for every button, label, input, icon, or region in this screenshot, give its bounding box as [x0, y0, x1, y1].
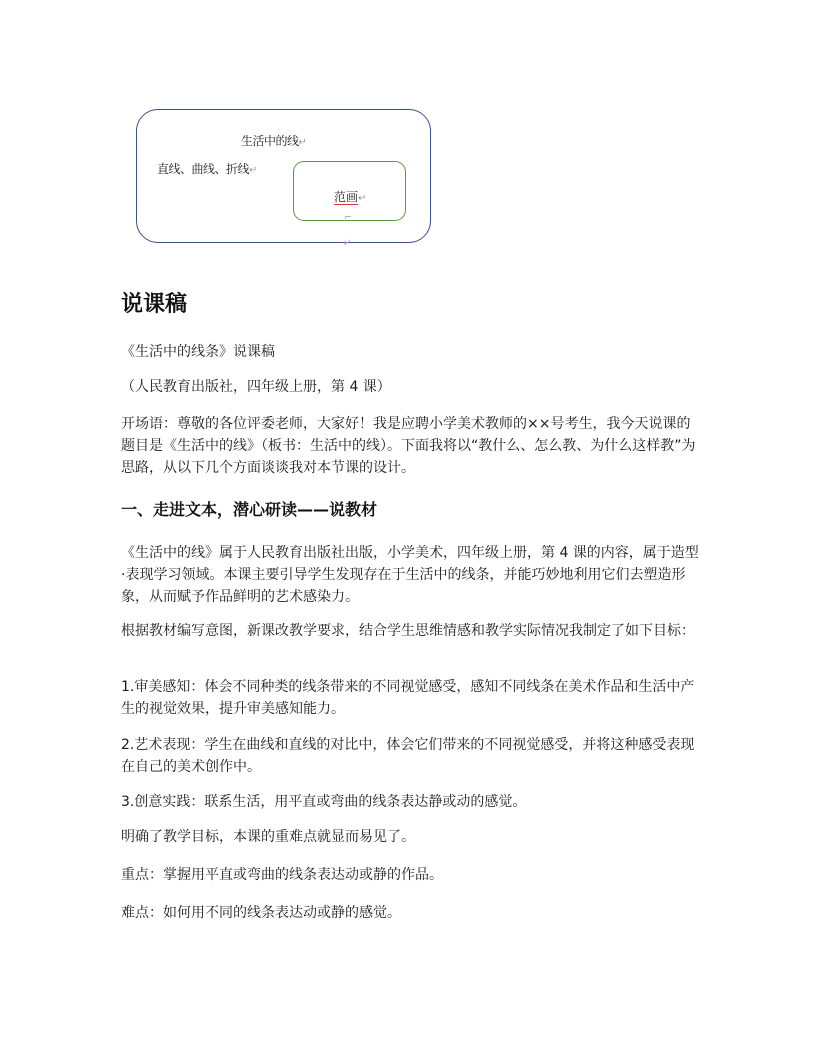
- section-heading: 一、走进文本，潜心研读——说教材: [121, 500, 378, 519]
- goals-intro-paragraph: 根据教材编写意图，新课改教学要求，结合学生思维情感和教学实际情况我制定了如下目标：: [121, 623, 695, 639]
- publisher-info: （人民教育出版社，四年级上册，第 4 课）: [121, 379, 391, 395]
- return-mark-icon: ↵: [249, 165, 257, 176]
- concept-diagram: [136, 109, 431, 243]
- diagram-lines-label: 直线、曲线、折线↵: [157, 162, 257, 176]
- example-drawing-label: 范画↵: [334, 190, 367, 204]
- goal-aesthetic: 1.审美感知：体会不同种类的线条带来的不同视觉感受，感知不同线条在美术作品和生活中产生的视觉效果，提升审美感知能力。: [121, 679, 695, 717]
- summary-paragraph: 明确了教学目标，本课的重难点就显而易见了。: [121, 829, 415, 845]
- goal-practice: 3.创意实践：联系生活，用平直或弯曲的线条表达静或动的感觉。: [121, 794, 527, 810]
- return-mark-icon: ↵: [358, 193, 367, 204]
- paragraph-mark-icon: ↵: [343, 238, 352, 249]
- textbook-paragraph: 《生活中的线》属于人民教育出版社出版，小学美术，四年级上册，第 4 课的内容，属于造型·表现学习领域。本课主要引导学生发现存在于生活中的线条，并能巧妙地利用它们去塑造形象，从而赋予作品鲜明的艺术感染力。: [121, 545, 699, 605]
- difficulty-point: 难点：如何用不同的线条表达动或静的感觉。: [121, 905, 401, 921]
- goal-expression: 2.艺术表现：学生在曲线和直线的对比中，体会它们带来的不同视觉感受，并将这种感受表现在自己的美术创作中。: [121, 737, 695, 775]
- lesson-subtitle: 《生活中的线条》说课稿: [121, 344, 275, 360]
- diagram-title: 生活中的线↵: [241, 134, 307, 148]
- example-drawing-box: [293, 161, 406, 221]
- anchor-mark-icon: ⌐: [344, 213, 352, 223]
- intro-paragraph: 开场语：尊敬的各位评委老师，大家好！我是应聘小学美术教师的××号考生，我今天说课的题目是《生活中的线》（板书：生活中的线）。下面我将以“教什么、怎么教、为什么这样教”为思路，从以下几个方面谈谈我对本节课的设计。: [121, 416, 696, 476]
- return-mark-icon: ↵: [298, 137, 307, 148]
- key-point: 重点：掌握用平直或弯曲的线条表达动或静的作品。: [121, 867, 443, 883]
- document-title: 说课稿: [121, 292, 188, 317]
